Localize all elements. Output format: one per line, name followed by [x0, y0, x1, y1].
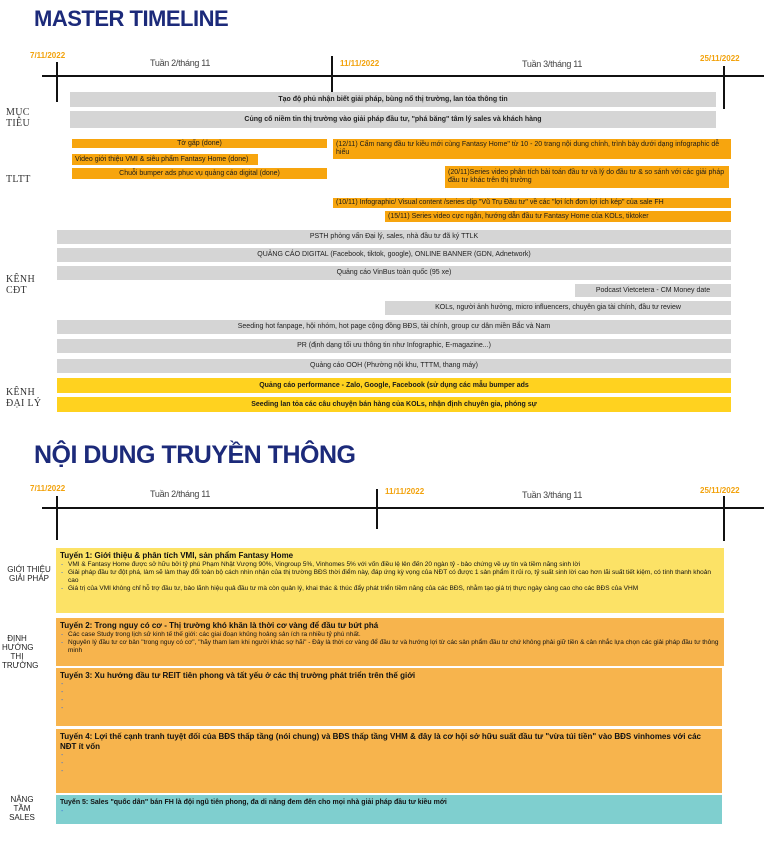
list-item: - Giải pháp đầu tư đột phá, làm sẽ làm thay đổi toàn bộ cách nhìn nhận của thị trường BĐS thời điểm này, đáp ứng kỳ vọng của NĐT có được 1 sản phẩm ít rủi ro, tỷ suất sinh lời cao hơn lãi suất tiết kiệm, có tính thanh khoản cao: [68, 569, 720, 585]
master-week-3: Tuần 3/tháng 11: [522, 59, 583, 69]
row-label-muc-tieu: MỤC TIÊU: [6, 107, 30, 129]
tuyen-3-placeholder: - - - -: [61, 681, 64, 712]
row-label-kenh-dai-ly: KÊNH ĐẠI LÝ: [6, 387, 42, 409]
content-box-tuyen-4: [56, 729, 722, 793]
row-label-tltt: TLTT: [6, 174, 31, 185]
goal-bar-1: Tạo độ phủ nhận biết giải pháp, bùng nổ thị trường, lan tỏa thông tin: [70, 92, 716, 107]
list-item: - Giá trị của VMI không chỉ hỗ trợ đầu tư, bảo lãnh hiệu quả đầu tư mà còn quản lý, khai thác & thúc đẩy phát triển tiềm năng của các BĐS, nhằm tạo giá trị thực ngày càng cao cho các BĐS của VHM: [68, 585, 720, 593]
master-date-end: 25/11/2022: [700, 54, 740, 63]
content-date-end: 25/11/2022: [700, 486, 740, 495]
master-date-mid: 11/11/2022: [340, 59, 380, 68]
daily-bar-seeding: Seeding lan tỏa các câu chuyện bán hàng của KOLs, nhận định chuyên gia, phóng sự: [57, 397, 731, 412]
master-tick-end: [723, 66, 725, 109]
master-week-2: Tuần 2/tháng 11: [150, 58, 211, 68]
content-box-tuyen-2: [56, 618, 724, 666]
content-week-3: Tuần 3/tháng 11: [522, 490, 583, 500]
tuyen-5-placeholder: -: [61, 808, 64, 815]
goal-bar-2: Củng cố niềm tin thị trường vào giải pháp đầu tư, "phá băng" tâm lý sales và khách hàng: [70, 111, 716, 128]
cdt-bar-pr: PR (định dạng tối ưu thông tin như Infographic, E-magazine...): [57, 339, 731, 353]
content-box-tuyen-3: [56, 668, 722, 726]
row-label-nang-tam: NÂNG TẦM SALES: [9, 795, 35, 822]
content-date-mid: 11/11/2022: [385, 487, 425, 496]
master-date-start: 7/11/2022: [30, 51, 66, 60]
master-tick-start: [56, 62, 58, 102]
daily-bar-performance: Quảng cáo performance - Zalo, Google, Facebook (sử dụng các mẫu bumper ads: [57, 378, 731, 393]
cdt-bar-kols: KOLs, người ảnh hưởng, micro influencers, chuyên gia tài chính, đầu tư review: [385, 301, 731, 315]
content-tick-mid: [376, 489, 378, 529]
list-item: - Các case Study trong lịch sử kinh tế thế giới: các giai đoạn khủng hoảng sản ích ra nhiều tỷ phú nhất.: [68, 631, 720, 639]
tltt-bar-intro-video: Video giới thiệu VMI & siêu phẩm Fantasy Home (done): [72, 154, 258, 165]
master-timeline-axis: [42, 75, 764, 77]
content-week-2: Tuần 2/tháng 11: [150, 489, 211, 499]
list-item: - VMI & Fantasy Home được sở hữu bởi tỷ phú Phạm Nhật Vượng 90%, Vingroup 5%, Vinhomes 5% với vốn điều lệ lên đến 20 ngàn tỷ - bảo chứng về uy tín và tiềm năng sinh lời: [68, 561, 720, 569]
content-tick-end: [723, 496, 725, 541]
tltt-bar-brochure: Tờ gấp (done): [72, 139, 327, 148]
cdt-bar-ooh: Quảng cáo OOH (Phường nội khu, TTTM, thang máy): [57, 359, 731, 373]
content-title: NỘI DUNG TRUYỀN THÔNG: [34, 441, 356, 469]
master-tick-mid: [331, 56, 333, 96]
row-label-kenh-cdt: KÊNH CĐT: [6, 274, 35, 296]
tuyen-1-title: Tuyến 1: Giới thiệu & phân tích VMI, sản phẩm Fantasy Home: [60, 551, 294, 560]
content-tick-start: [56, 496, 58, 540]
content-box-tuyen-5: [56, 795, 722, 824]
tuyen-2-title: Tuyến 2: Trong nguy có cơ - Thị trường khó khăn là thời cơ vàng để đầu tư bứt phá: [60, 621, 379, 630]
cdt-bar-digital-ads: QUẢNG CÁO DIGITAL (Facebook, tiktok, google), ONLINE BANNER (GDN, Adnetwork): [57, 248, 731, 262]
tuyen-1-list: [60, 561, 720, 593]
tltt-bar-video-series: (20/11)Series video phân tích bài toán đầu tư và lý do đầu tư & so sánh với các giải pháp đầu tư khác trên thị trường: [445, 166, 729, 188]
tuyen-5-title: Tuyến 5: Sales "quốc dân" bán FH là đội ngũ tiên phong, đa di năng đem đến cho mọi nhà giải pháp đầu tư kiều mới: [60, 799, 447, 806]
tltt-bar-short-video: (15/11) Series video cực ngắn, hướng dẫn đầu tư Fantasy Home của KOLs, tiktoker: [385, 211, 731, 222]
tuyen-4-placeholder: - - -: [61, 752, 64, 775]
tltt-bar-bumper-ads: Chuỗi bumper ads phục vụ quảng cáo digital (done): [72, 168, 327, 179]
master-timeline-title: MASTER TIMELINE: [34, 6, 229, 31]
content-date-start: 7/11/2022: [30, 484, 66, 493]
cdt-bar-vinbus: Quảng cáo VinBus toàn quốc (95 xe): [57, 266, 731, 280]
content-timeline-axis: [42, 507, 764, 509]
list-item: - Nguyên lý đầu tư cơ bản "trong nguy có cơ", "hãy tham lam khi người khác sợ hãi" - Đây là thời cơ vàng để đầu tư và hướng lợi từ các sản phẩm đầu tư chứ không phải giữ tiền & cân nhắc lựa chọn các giải pháp đầu tư thông minh: [68, 639, 720, 655]
tuyen-3-title: Tuyến 3: Xu hướng đầu tư REIT tiên phong và tất yếu ở các thị trường phát triển trên thế giới: [60, 671, 416, 680]
tuyen-4-title: Tuyến 4: Lợi thế cạnh tranh tuyệt đối của BĐS thấp tầng (nói chung) và BĐS thấp tầng VHM & đây là cơ hội sở hữu suất đầu tư "vừa túi tiền" vào BĐS vinhomes với các NĐT ít vốn: [60, 732, 701, 751]
tuyen-2-list: [60, 631, 720, 655]
cdt-bar-podcast: Podcast Vietcetera - CM Money date: [575, 284, 731, 297]
content-box-tuyen-1: [56, 548, 724, 613]
row-label-dinh-huong: ĐỊNH HƯỚNG THỊ TRƯỜNG: [2, 634, 39, 670]
cdt-bar-seeding: Seeding hot fanpage, hội nhóm, hot page cộng đồng BĐS, tài chính, group cư dân miền Bắc và Nam: [57, 320, 731, 334]
tltt-bar-infographic: (10/11) Infographic/ Visual content /series clip "Vũ Trụ Đầu tư" về các "lợi ích đơn lợi ích kép" của sale FH: [333, 198, 731, 208]
row-label-gioi-thieu: GIỚI THIỆU GIẢI PHÁP: [7, 565, 51, 583]
tltt-bar-handbook: (12/11) Cẩm nang đầu tư kiều mới cùng Fantasy Home" từ 10 - 20 trang nội dung chính, trình bày dưới dạng infographic dễ hiểu: [333, 139, 731, 159]
cdt-bar-psth: PSTH phỏng vấn Đại lý, sales, nhà đầu tư đã ký TTLK: [57, 230, 731, 244]
